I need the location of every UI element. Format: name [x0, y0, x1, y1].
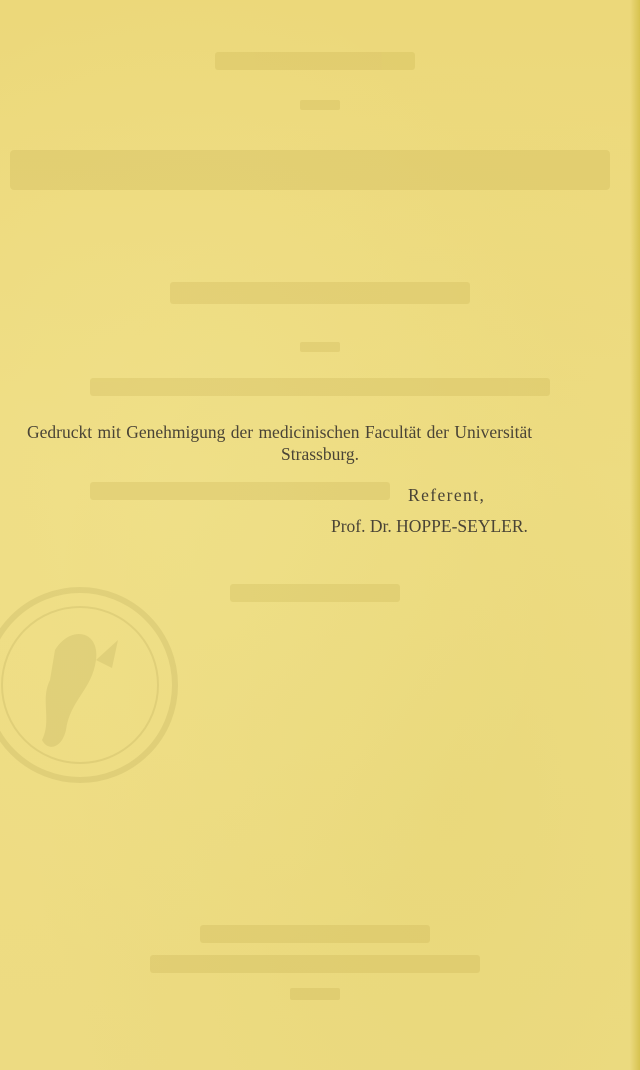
referent-label: Referent,	[408, 485, 486, 505]
ghost-line	[150, 955, 480, 973]
university-seal-icon	[0, 590, 175, 780]
ghost-line	[300, 100, 340, 110]
ghost-line	[10, 150, 610, 190]
page-edge-shadow	[630, 0, 640, 1070]
ghost-line	[90, 378, 550, 396]
ghost-line	[200, 925, 430, 943]
referent-name: Prof. Dr. HOPPE-SEYLER.	[331, 516, 528, 536]
ghost-line	[90, 482, 390, 500]
ghost-line	[230, 584, 400, 602]
ghost-line	[215, 52, 415, 70]
approval-statement-line-2: Strassburg.	[281, 444, 359, 464]
ghost-line	[290, 988, 340, 1000]
ghost-line	[170, 282, 470, 304]
approval-statement-line-1: Gedruckt mit Genehmigung der medicinischen Facultät der Universität	[27, 422, 533, 442]
ghost-line	[300, 342, 340, 352]
